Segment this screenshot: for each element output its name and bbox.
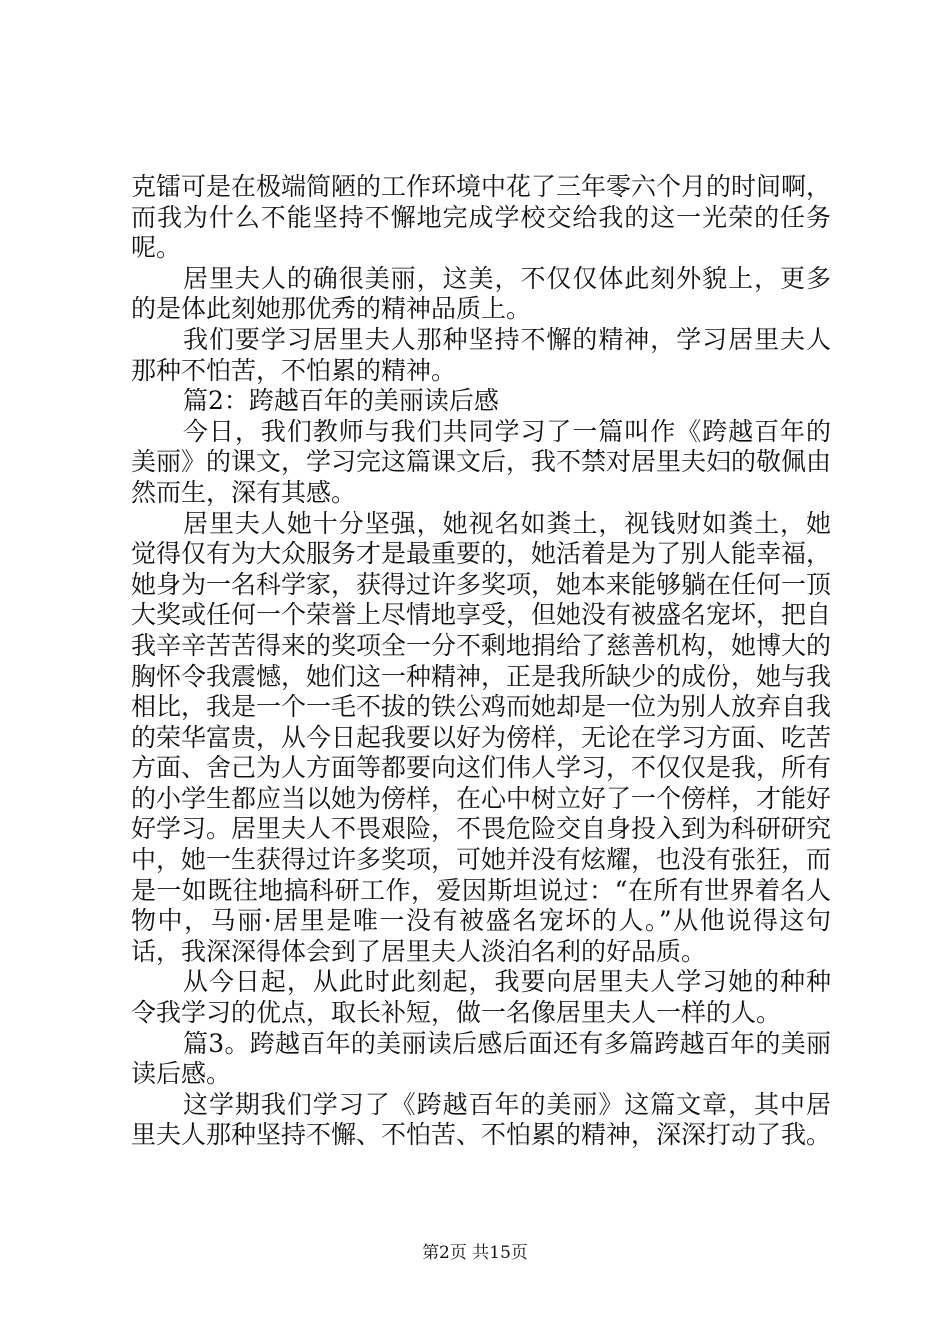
paragraph-3: 我们要学习居里夫人那种坚持不懈的精神，学习居里夫人那种不怕苦，不怕累的精神。 [131,324,831,385]
paragraph-6: 居里夫人她十分坚强，她视名如粪土，视钱财如粪土，她觉得仅有为大众服务才是最重要的，她活着是为了别人能幸福，她身为一名科学家，获得过许多奖项，她本来能够躺在任何一顶大奖或任何一个荣誉上尽情地享受，但她没有被盛名宠坏，把自我辛辛苦苦得来的奖项全一分不剩地捐给了慈善机构，她博大的胸怀令我震憾，她们这一种精神，正是我所缺少的成份，她与我相比，我是一个一毛不拔的铁公鸡而她却是一位为别人放弃自我的荣华富贵，从今日起我要以好为傍样，无论在学习方面、吃苦方面、舍己为人方面等都要向这们伟人学习，不仅仅是我，所有的小学生都应当以她为傍样，在心中树立好了一个傍样，才能好好学习。居里夫人不畏艰险，不畏危险交自身投入到为科研研究中，她一生获得过许多奖项，可她并没有炫耀，也没有张狂，而是一如既往地搞科研工作，爱因斯坦说过：“在所有世界着名人物中，马丽·居里是唯一没有被盛名宠坏的人。”从他说得这句话，我深深得体会到了居里夫人淡泊名利的好品质。 [131,508,832,966]
paragraph-2: 居里夫人的确很美丽，这美，不仅仅体此刻外貌上，更多的是体此刻她那优秀的精神品质上。 [131,263,831,324]
paragraph-7: 从今日起，从此时此刻起，我要向居里夫人学习她的种种令我学习的优点，取长补短，做一名像居里夫人一样的人。 [131,967,831,1028]
document-body [131,172,831,1151]
page-number-footer: 第2页 共15页 [422,1243,528,1263]
paragraph-1: 克镭可是在极端简陋的工作环境中花了三年零六个月的时间啊，而我为什么不能坚持不懈地完成学校交给我的这一光荣的任务呢。 [131,172,832,263]
section-heading-3: 篇3。跨越百年的美丽读后感后面还有多篇跨越百年的美丽读后感。 [131,1028,831,1089]
paragraph-5: 今日，我们教师与我们共同学习了一篇叫作《跨越百年的美丽》的课文，学习完这篇课文后，我不禁对居里夫妇的敬佩由然而生，深有其感。 [131,416,832,507]
paragraph-9: 这学期我们学习了《跨越百年的美丽》这篇文章，其中居里夫人那种坚持不懈、不怕苦、不怕累的精神，深深打动了我。 [131,1089,832,1150]
section-heading-2: 篇2：跨越百年的美丽读后感 [183,386,499,416]
